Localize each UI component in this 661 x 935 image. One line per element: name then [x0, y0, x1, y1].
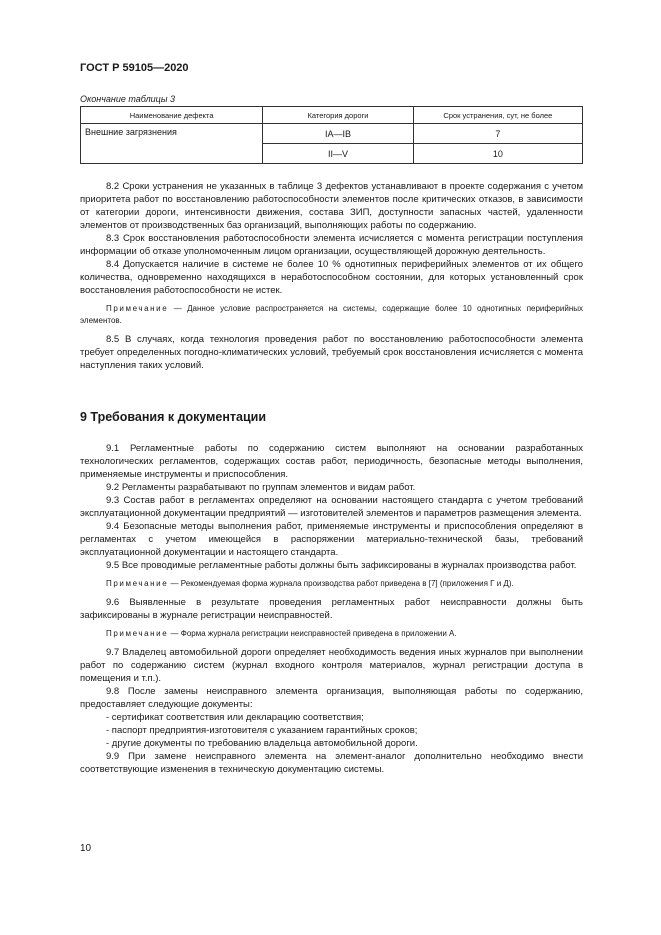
note-9-6 — [80, 628, 583, 640]
paragraph-8-2: 8.2 Сроки устранения не указанных в таблице 3 дефектов устанавливают в проекте содержания с учетом приоритета работ по восстановлению работоспособности элементов после критических отказов, в зависимости от категории дороги, интенсивности движения, состава ЗИП, доступности запасных частей, удаленности элементов от производственных баз организаций, выполняющих работы по содержанию. — [80, 181, 583, 231]
paragraph-9-7: 9.7 Владелец автомобильной дороги определяет необходимость ведения иных журналов при выполнении работ по содержанию систем (журнал входного контроля материалов, журнал регистрации доступа в помещения и т.п.). — [80, 647, 583, 684]
document-header: ГОСТ Р 59105—2020 — [80, 62, 189, 74]
section-9-body — [80, 442, 583, 776]
table-row — [81, 124, 583, 144]
paragraph-9-1: 9.1 Регламентные работы по содержанию систем выполняют на основании разработанных технологических регламентов, содержащих состав работ, периодичность, безопасные методы выполнения, применяемые инструменты и приспособления. — [80, 443, 583, 480]
table-cell: Внешние загрязнения — [81, 124, 263, 164]
paragraph-9-4: 9.4 Безопасные методы выполнения работ, применяемые инструменты и приспособления определяют в регламентах с учетом имеющейся в распоряжении материально-технической базы, требований эксплуатационной документации и настоящего стандарта. — [80, 521, 583, 558]
note-text: — Рекомендуемая форма журнала производства работ приведена в [7] (приложения Г и Д). — [168, 579, 514, 588]
section-8-body — [80, 180, 583, 372]
list-item: - паспорт предприятия-изготовителя с указанием гарантийных сроков; — [106, 725, 418, 736]
paragraph-9-9: 9.9 При замене неисправного элемента на элемент-аналог дополнительно необходимо внести соответствующие изменения в техническую документацию системы. — [80, 751, 583, 775]
list-item: - сертификат соответствия или декларацию соответствия; — [106, 712, 364, 723]
paragraph-9-6: 9.6 Выявленные в результате проведения регламентных работ неисправности должны быть зафиксированы в журнале регистрации неисправностей. — [80, 597, 583, 621]
table-header-cell: Категория дороги — [263, 107, 414, 124]
paragraph-9-2: 9.2 Регламенты разрабатывают по группам элементов и видам работ. — [106, 482, 416, 493]
note-9-5 — [80, 578, 583, 590]
note-label: Примечание — [106, 579, 169, 588]
table-caption: Окончание таблицы 3 — [80, 94, 175, 104]
section-9-title: 9 Требования к документации — [80, 410, 267, 424]
note-label: Примечание — [106, 304, 169, 313]
page-number: 10 — [80, 843, 92, 854]
table-header-row — [81, 107, 583, 124]
paragraph-9-5: 9.5 Все проводимые регламентные работы должны быть зафиксированы в журналах производства работ. — [106, 560, 577, 571]
table-cell: II—V — [263, 144, 414, 164]
defects-table — [80, 106, 583, 164]
note-8-4 — [80, 303, 583, 327]
table-cell: IA—IB — [263, 124, 414, 144]
table-cell: 7 — [413, 124, 582, 144]
table-header-cell: Наименование дефекта — [81, 107, 263, 124]
paragraph-8-5: 8.5 В случаях, когда технология проведения работ по восстановлению работоспособности элемента требует определенных погодно-климатических условий, требуемый срок восстановления исчисляется с момента наступления таких условий. — [80, 334, 583, 371]
paragraph-9-8: 9.8 После замены неисправного элемента организация, выполняющая работы по содержанию, предоставляет следующие документы: — [80, 686, 583, 710]
list-item: - другие документы по требованию владельца автомобильной дороги. — [106, 738, 418, 749]
note-label: Примечание — [106, 629, 169, 638]
note-text: — Форма журнала регистрации неисправностей приведена в приложении А. — [168, 629, 457, 638]
paragraph-8-4: 8.4 Допускается наличие в системе не более 10 % однотипных периферийных элементов от их общего количества, одновременно находящихся в неработоспособном состоянии, для которых установленный срок восстановления работоспособности не истек. — [80, 259, 583, 296]
paragraph-9-3: 9.3 Состав работ в регламентах определяют на основании настоящего стандарта с учетом требований эксплуатационной документации предприятий — изготовителей элементов и параметров размещения элемента. — [80, 495, 583, 519]
note-text: — Данное условие распространяется на системы, содержащие более 10 однотипных периферийных элементов. — [80, 304, 583, 325]
table-cell: 10 — [413, 144, 582, 164]
paragraph-8-3: 8.3 Срок восстановления работоспособности элемента исчисляется с момента регистрации поступления информации об отказе уполномоченным лицом организации, осуществляющей дорожную деятельность. — [80, 233, 583, 257]
table-header-cell: Срок устранения, сут, не более — [413, 107, 582, 124]
